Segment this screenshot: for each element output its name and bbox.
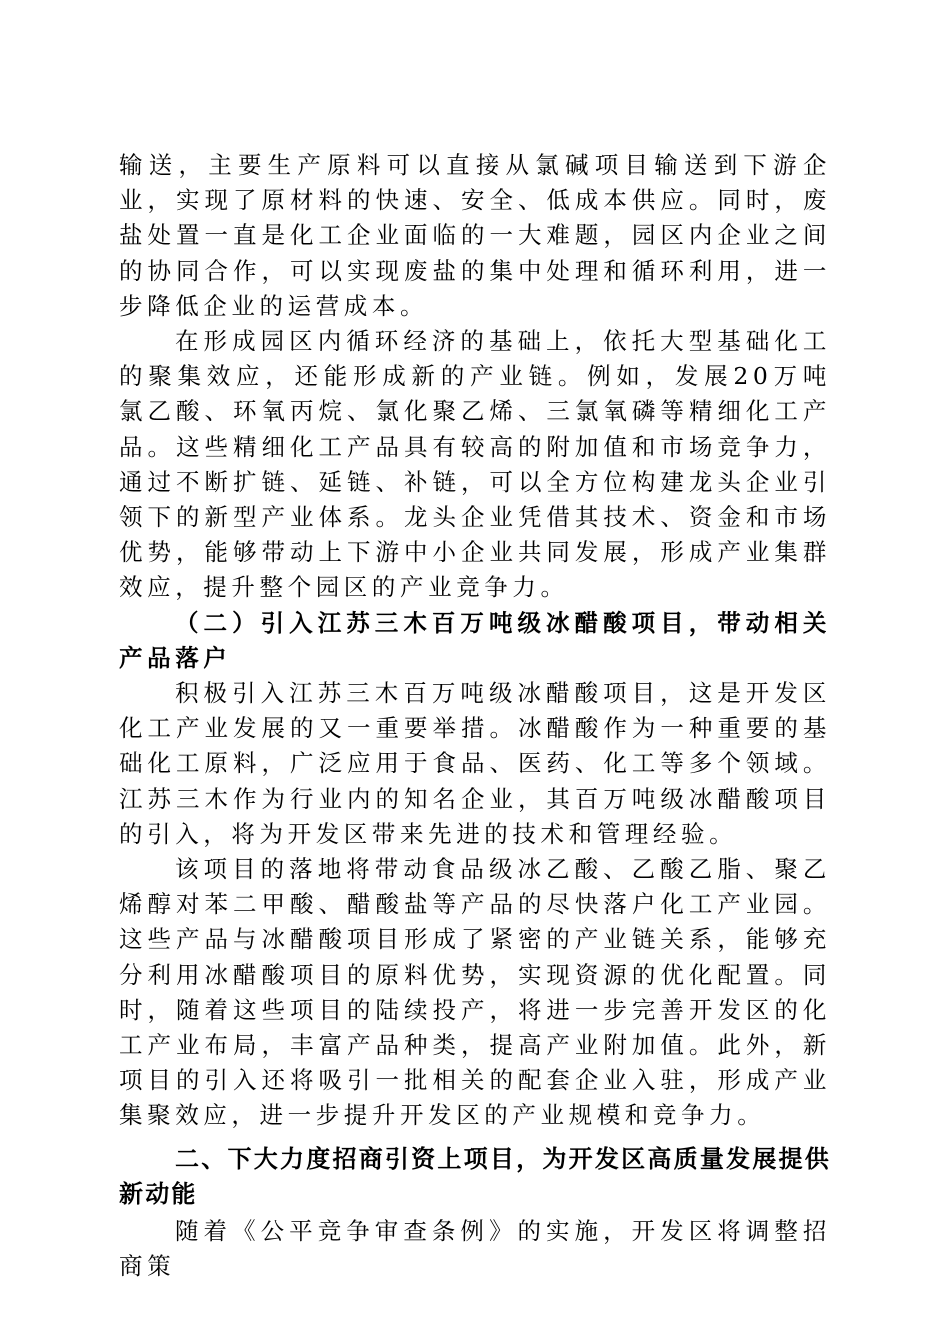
document-body <box>119 148 831 1285</box>
paragraph-fair-competition: 随着《公平竞争审查条例》的实施，开发区将调整招商策 <box>119 1217 831 1281</box>
paragraph-related-products: 该项目的落地将带动食品级冰乙酸、乙酸乙脂、聚乙烯醇对苯二甲酸、醋酸盐等产品的尽快落户化工产业园。这些产品与冰醋酸项目形成了紧密的产业链关系，能够充分利用冰醋酸项目的原料优势，实现资源的优化配置。同时，随着这些项目的陆续投产，将进一步完善开发区的化工产业布局，丰富产品种类，提高产业附加值。此外，新项目的引入还将吸引一批相关的配套企业入驻，形成产业集聚效应，进一步提升开发区的产业规模和竞争力。 <box>119 855 831 1130</box>
paragraph-acetic-acid-project: 积极引入江苏三木百万吨级冰醋酸项目，这是开发区化工产业发展的又一重要举措。冰醋酸作为一种重要的基础化工原料，广泛应用于食品、医药、化工等多个领域。江苏三木作为行业内的知名企业，其百万吨级冰醋酸项目的引入，将为开发区带来先进的技术和管理经验。 <box>119 679 831 848</box>
paragraph-industry-chain: 在形成园区内循环经济的基础上，依托大型基础化工的聚集效应，还能形成新的产业链。例如，发展20万吨氯乙酸、环氧丙烷、氯化聚乙烯、三氯氧磷等精细化工产品。这些精细化工产品具有较高的附加值和市场竞争力，通过不断扩链、延链、补链，可以全方位构建龙头企业引领下的新型产业体系。龙头企业凭借其技术、资金和市场优势，能够带动上下游中小企业共同发展，形成产业集群效应，提升整个园区的产业竞争力。 <box>119 327 831 602</box>
chapter-heading-investment: 二、下大力度招商引资上项目，为开发区高质量发展提供新动能 <box>119 1144 831 1208</box>
paragraph-waste-salt: 输送，主要生产原料可以直接从氯碱项目输送到下游企业，实现了原材料的快速、安全、低成本供应。同时，废盐处置一直是化工企业面临的一大难题，园区内企业之间的协同合作，可以实现废盐的集中处理和循环利用，进一步降低企业的运营成本。 <box>119 151 831 320</box>
section-heading-acetic-acid: （二）引入江苏三木百万吨级冰醋酸项目，带动相关产品落户 <box>119 608 831 672</box>
